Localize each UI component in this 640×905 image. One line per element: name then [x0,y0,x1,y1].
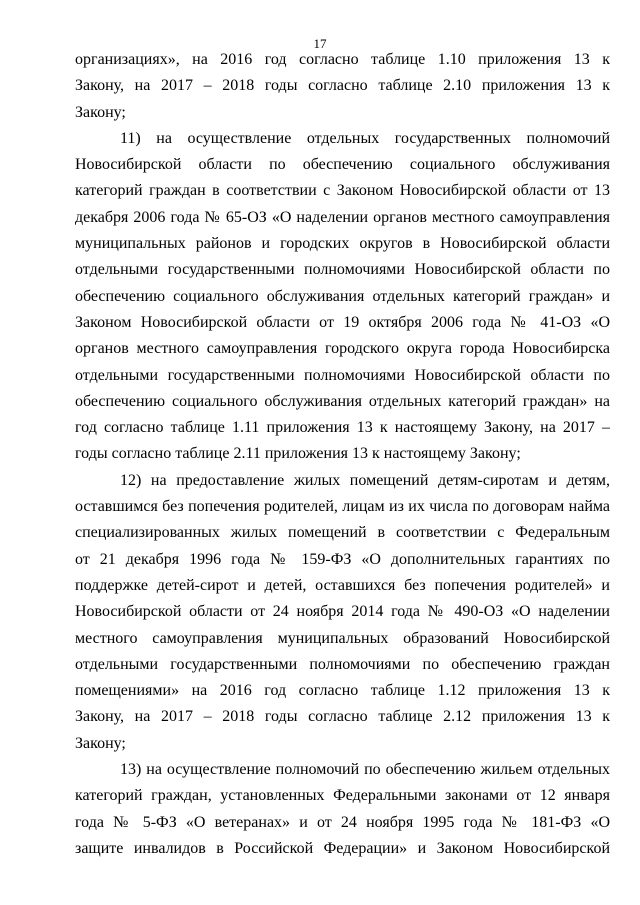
paragraph-continuation [75,47,610,126]
text-line: оставшимся без попечения родителей, лицам из их числа по договорам найма [75,498,610,516]
text-line: Законом Новосибирской области от 19 октября 2006 года № 41-ОЗ «О [75,313,610,331]
text-line: поддержке детей-сирот и детей, оставшихся без попечения родителей» и [75,576,610,594]
text-line: отдельными государственными полномочиями по обеспечению граждан [75,655,610,673]
text-line: отдельными государственными полномочиями Новосибирской области по [75,261,610,279]
text-line: обеспечению социального обслуживания отдельных категорий граждан» и [75,287,610,305]
text-line: Закону, на 2017 – 2018 годы согласно таблице 2.10 приложения 13 к [75,77,610,95]
text-line: 13) на осуществление полномочий по обеспечению жильем отдельных [120,761,610,779]
text-line: год согласно таблице 1.11 приложения 13 к настоящему Закону, на 2017 – [75,419,610,437]
text-line: организациях», на 2016 год согласно таблице 1.10 приложения 13 к [75,51,610,68]
page-number: 17 [313,36,327,51]
text-line: 11) на осуществление отдельных государственных полномочий [120,129,610,147]
text-line: категорий граждан, установленных Федеральными законами от 12 января [75,787,610,805]
text-line: Новосибирской области по обеспечению социального обслуживания [75,156,610,174]
text-line: защите инвалидов в Российской Федерации» и Законом Новосибирской [75,839,610,857]
text-line: Закону; [75,103,126,121]
text-line: помещениями» на 2016 год согласно таблице 1.12 приложения 13 к [75,682,610,700]
text-line: от 21 декабря 1996 года № 159-ФЗ «О дополнительных гарантиях по [75,550,610,568]
paragraph-item-13 [75,757,610,862]
text-line: муниципальных районов и городских округов в Новосибирской области [75,235,610,253]
document-body [75,47,610,862]
text-line: годы согласно таблице 2.11 приложения 13 к настоящему Закону; [75,445,521,463]
text-line: отдельными государственными полномочиями Новосибирской области по [75,366,610,384]
text-line: специализированных жилых помещений в соответствии с Федеральным [75,524,610,542]
text-line: Закону; [75,734,126,752]
text-line: органов местного самоуправления городского округа города Новосибирска [75,340,610,358]
text-line: категорий граждан в соответствии с Законом Новосибирской области от 13 [75,182,610,200]
text-line: местного самоуправления муниципальных образований Новосибирской [75,629,610,647]
paragraph-item-12 [75,468,610,757]
text-line: 12) на предоставление жилых помещений детям-сиротам и детям, [120,471,610,489]
text-line: года № 5-ФЗ «О ветеранах» и от 24 ноября 1995 года № 181-ФЗ «О [75,813,610,831]
text-line: Новосибирской области от 24 ноября 2014 года № 490-ОЗ «О наделении [75,603,610,621]
text-line: декабря 2006 года № 65-ОЗ «О наделении органов местного самоуправления [75,208,610,226]
text-line: Закону, на 2017 – 2018 годы согласно таблице 2.12 приложения 13 к [75,708,610,726]
text-line: обеспечению социального обслуживания отдельных категорий граждан» на [75,392,610,410]
paragraph-item-11 [75,126,610,468]
